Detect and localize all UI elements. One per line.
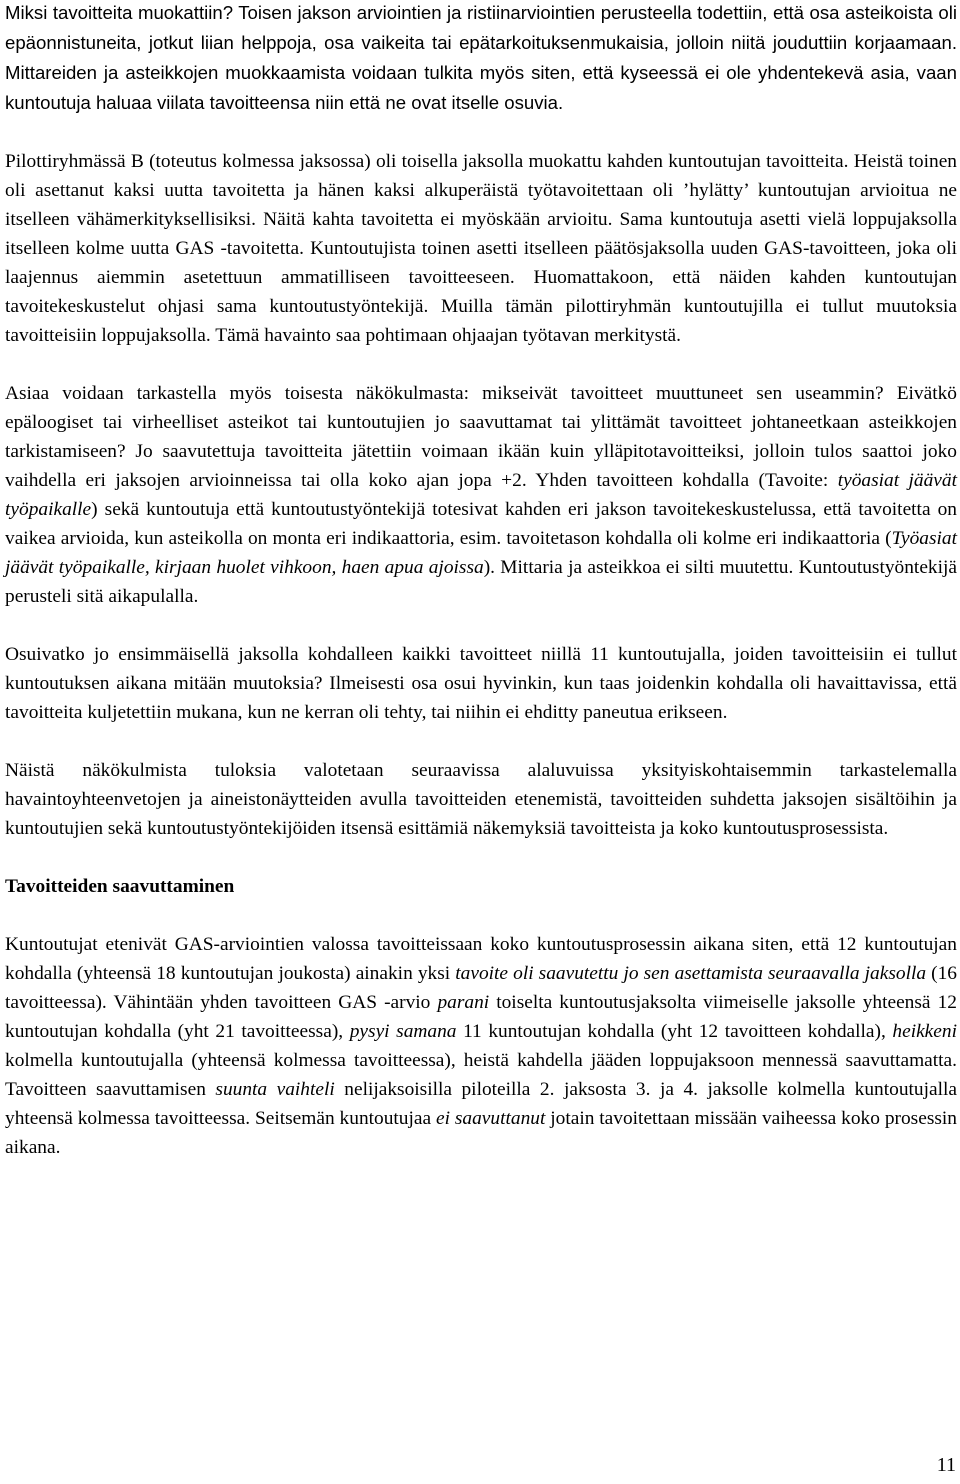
italic-term: pysyi samana <box>349 1021 457 1042</box>
italic-goal-text: työasiat jäävät työpaikalle <box>5 470 957 520</box>
italic-term: heikkeni <box>892 1021 957 1042</box>
paragraph-pilottiryhma-b <box>5 147 957 350</box>
paragraph-ensimmainen-jakso: Osuivatko jo ensimmäisellä jaksolla kohdalleen kaikki tavoitteet niillä 11 kuntoutujalla, joiden tavoitteisiin ei tullut kuntoutuksen aikana mitään muutoksia? Ilmeisesti osa osui hyvinkin, kun taas joidenkin kohdalla oli havaittavissa, että tavoitteita kuljetettiin mukana, kun ne kerran oli tehty, tai niihin ei ehditty paneutua erikseen. <box>5 644 957 723</box>
page-number: 11 <box>936 1454 956 1476</box>
document-page <box>5 0 957 1162</box>
section-heading: Tavoitteiden saavuttaminen <box>5 876 235 897</box>
paragraph-text: ). Mittaria ja asteikkoa ei silti muutettu. Kuntoutustyöntekijä perusteli sitä aikapulalla. <box>5 557 957 607</box>
italic-indicator-text: Työasiat jäävät työpaikalle, kirjaan huolet vihkoon, haen apua ajoissa <box>5 528 957 578</box>
paragraph-toinen-nakokulma <box>5 379 957 611</box>
italic-term: tavoite oli saavutettu jo sen asettamista seuraavalla jaksolla <box>455 963 927 984</box>
italic-term: suunta vaihteli <box>215 1079 335 1100</box>
paragraph-text: nelijaksoisilla piloteilla 2. jaksosta 3. ja 4. jaksolle kolmella kuntoutujalla yhteensä kolmessa tavoitteessa. Seitsemän kuntoutujaa <box>5 1079 957 1129</box>
paragraph-text: (16 tavoitteessa). Vähintään yhden tavoitteen GAS -arvio <box>5 963 957 1013</box>
paragraph-tavoitteiden-muokkaus <box>5 0 957 118</box>
paragraph-text: Kuntoutujat etenivät GAS-arviointien valossa tavoitteissaan koko kuntoutusprosessin aikana siten, että 12 kuntoutujan kohdalla (yhteensä 18 kuntoutujan joukosta) ainakin yksi <box>5 934 957 984</box>
paragraph-text: toiselta kuntoutusjaksolta viimeiselle jaksolle yhteensä 12 kuntoutujan kohdalla (yht 21 tavoitteessa), <box>5 992 957 1042</box>
paragraph-text: kolmella kuntoutujalla (yhteensä kolmessa tavoitteessa), heistä kahdella jääden loppujaksoon mennessä saavuttamatta. Tavoitteen saavuttamisen <box>5 1050 957 1100</box>
paragraph-alaluvut: Näistä näkökulmista tuloksia valotetaan seuraavissa alaluvuissa yksityiskohtaisemmin tarkastelemalla havaintoyhteenvetojen ja aineistonäytteiden avulla tavoitteiden etenemistä, tavoitteiden suhdetta jaksojen sisältöihin ja kuntoutujien sekä kuntoutustyöntekijöiden itsensä esittämiä näkemyksiä tavoitteista ja koko kuntoutusprosessista. <box>5 760 957 839</box>
paragraph-lead-sentence: Miksi tavoitteita muokattiin? <box>5 2 234 23</box>
paragraph-text: jotain tavoitettaan missään vaiheessa koko prosessin aikana. <box>5 1108 957 1158</box>
paragraph-text: Toisen jakson arviointien ja ristiinarviointien perusteella todettiin, että osa asteikoista oli epäonnistuneita, jotkut liian helppoja, osa vaikeita tai epätarkoituksenmukaisia, jolloin niitä jouduttiin korjaamaan. Mittareiden ja asteikkojen muokkaamista voidaan tulkita myös siten, että kyseessä ei ole yhdentekevä asia, vaan kuntoutuja haluaa viilata tavoitteensa niin että ne ovat itselle osuvia. <box>5 2 957 113</box>
paragraph-text: Pilottiryhmässä B (toteutus kolmessa jaksossa) oli toisella jaksolla muokattu kahden kuntoutujan tavoitteita. Heistä toinen oli asettanut kaksi uutta tavoitetta ja hänen kaksi alkuperäistä työtavoitettaan oli ’hylätty’ kuntoutujan arvioitua ne itselleen vähämerkityksellisiksi. Näitä kahta tavoitetta ei myöskään arvioitu. Sama kuntoutuja asetti vielä loppujaksolla itselleen kolme uutta GAS -tavoitetta. Kuntoutujista toinen asetti itselleen päätösjaksolla uuden GAS-tavoitteen, joka oli laajennus aiemmin asetettuun ammatilliseen tavoitteeseen. Huomattakoon, että näiden kahden kuntoutujan tavoitekeskustelut ohjasi sama kuntoutustyöntekijä. Muilla tämän pilottiryhmän kuntoutujilla ei tullut muutoksia tavoitteisiin loppujaksolla. Tämä havainto saa pohtimaan ohjaajan työtavan merkitystä. <box>5 151 957 346</box>
paragraph-tavoitteiden-saavuttaminen <box>5 930 957 1162</box>
paragraph-text: 11 kuntoutujan kohdalla (yht 12 tavoitteen kohdalla), <box>456 1021 893 1042</box>
paragraph-text: ) sekä kuntoutuja että kuntoutustyöntekijä totesivat kahden eri jakson tavoitekeskustelussa, että tavoitetta on vaikea arvioida, kun asteikolla on monta eri indikaattoria, esim. tavoitetason kohdalla oli kolme eri indikaattoria ( <box>5 499 957 549</box>
italic-term: parani <box>437 992 490 1013</box>
italic-term: ei saavuttanut <box>435 1108 546 1129</box>
paragraph-text: Asiaa voidaan tarkastella myös toisesta näkökulmasta: mikseivät tavoitteet muuttuneet sen useammin? Eivätkö epäloogiset tai virheelliset asteikot tai kuntoutujien jo saavuttamat tai ylittämät tavoitteet johtaneetkaan asteikkojen tarkistamiseen? Jo saavutettuja tavoitteita jätettiin voimaan ikään kuin ylläpitotavoitteiksi, jolloin tulos saattoi joko vaihdella eri jaksojen arvioinneissa tai olla koko ajan jopa +2. Yhden tavoitteen kohdalla (Tavoite: <box>5 383 957 491</box>
